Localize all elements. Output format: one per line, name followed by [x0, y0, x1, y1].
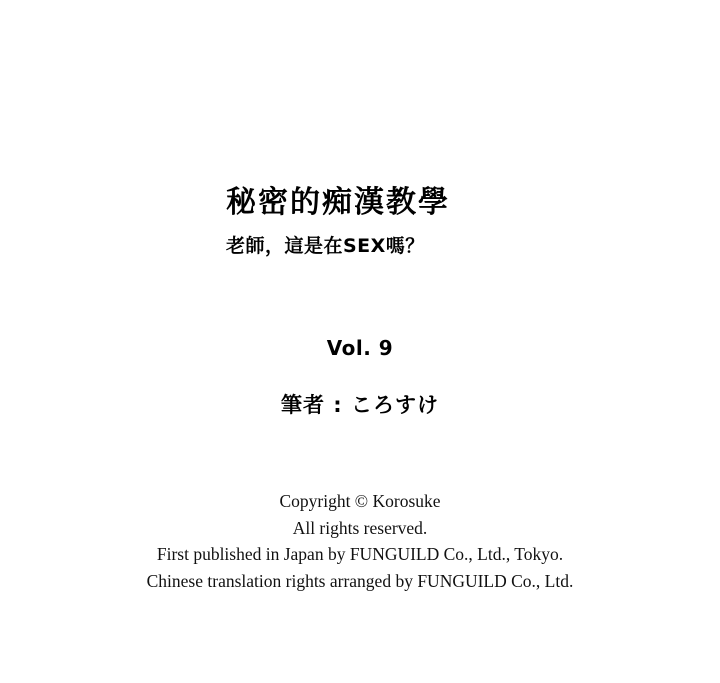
page-subtitle: 老師，這是在SEX嗎？	[226, 235, 425, 257]
copyright-block	[0, 488, 720, 594]
page-title: 秘密的痴漢教學	[226, 185, 450, 220]
author-label: 筆者 : ころすけ	[280, 393, 440, 417]
title-block	[0, 186, 720, 258]
copyright-line-4: Chinese translation rights arranged by FUNGUILD Co., Ltd.	[146, 570, 574, 591]
copyright-line-2: All rights reserved.	[292, 517, 428, 538]
copyright-line-3: First published in Japan by FUNGUILD Co., Ltd., Tokyo.	[156, 544, 564, 565]
volume-label: Vol. 9	[326, 336, 394, 360]
copyright-line-1: Copyright © Korosuke	[279, 491, 441, 511]
